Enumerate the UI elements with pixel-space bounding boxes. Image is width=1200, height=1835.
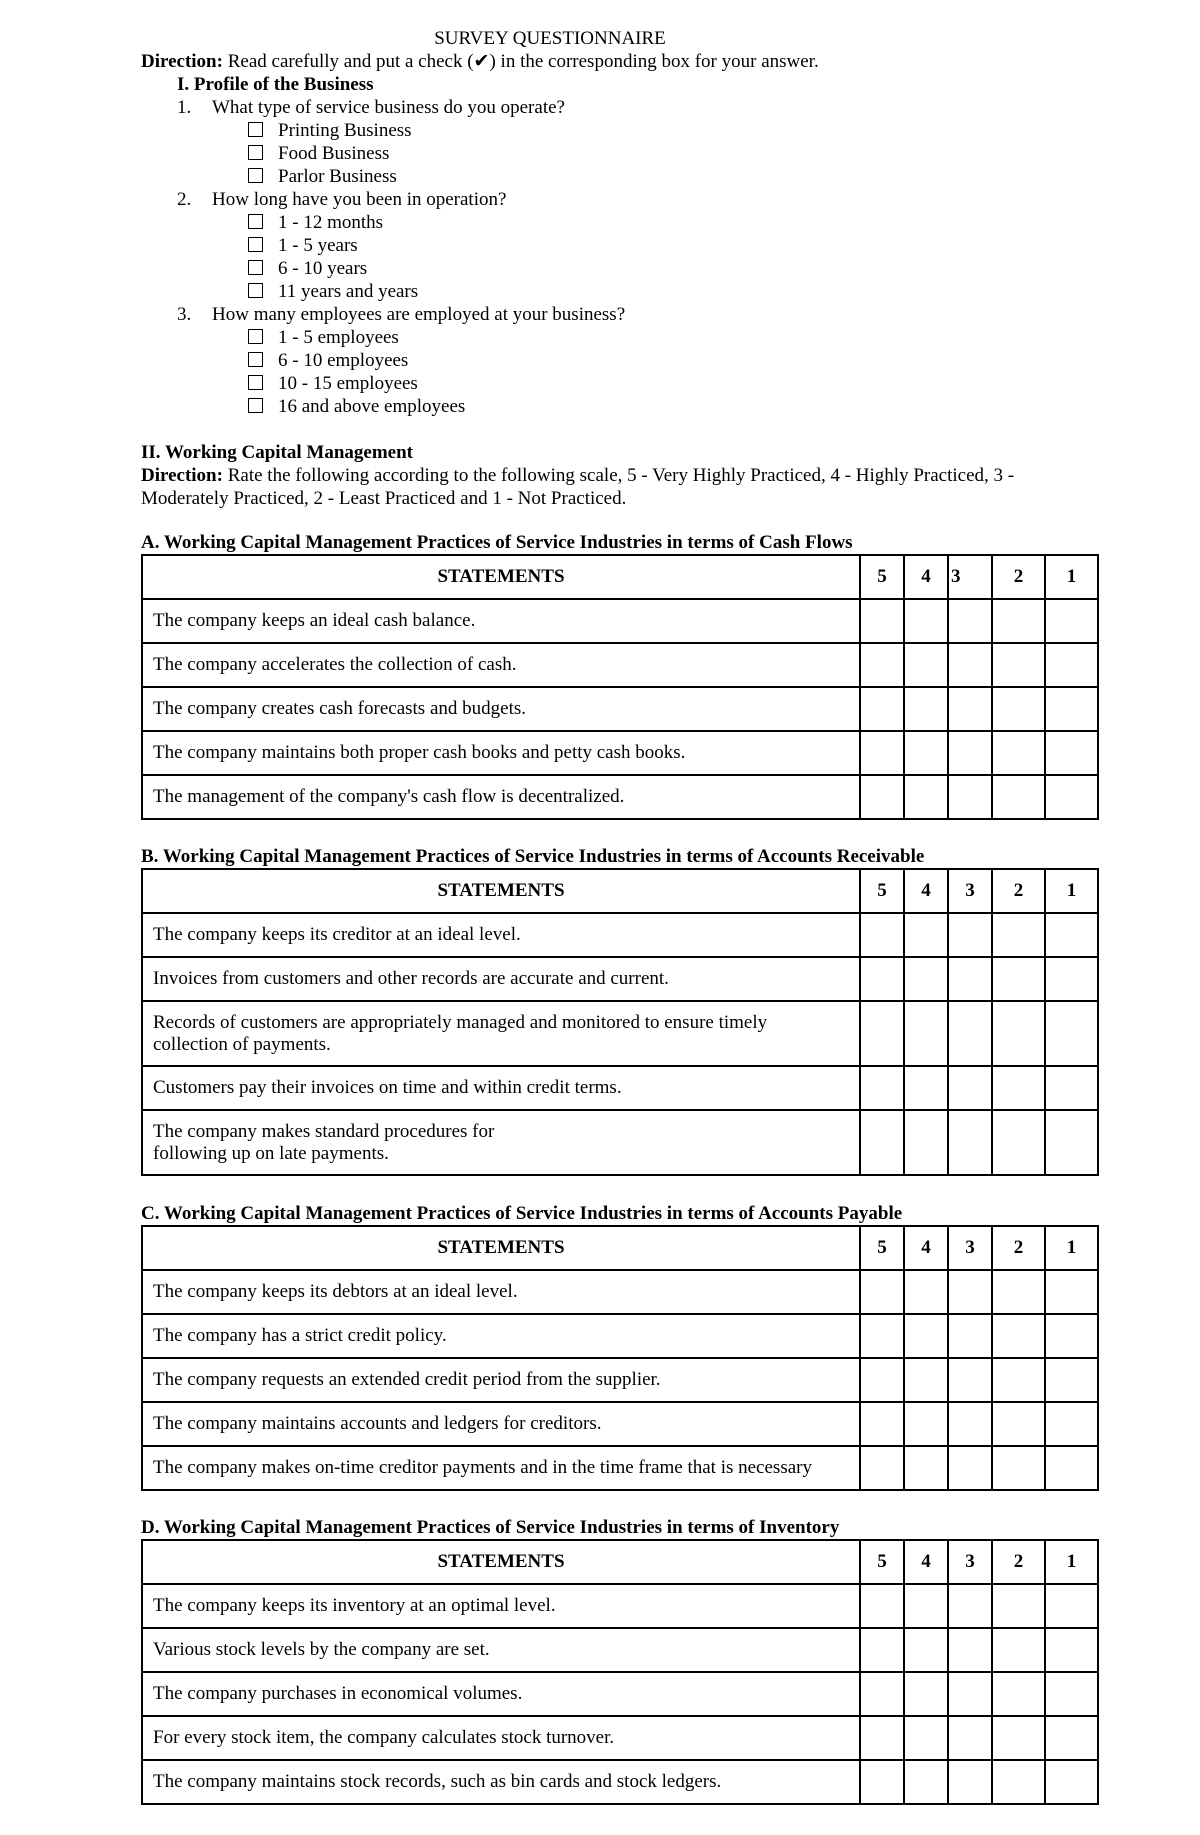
table-row xyxy=(142,1001,1098,1066)
statement-cell: The company keeps its inventory at an optimal level. xyxy=(142,1584,860,1628)
rating-cell-1[interactable] xyxy=(1045,1628,1098,1672)
table-c-title: C. Working Capital Management Practices of Service Industries in terms of Accounts Payable xyxy=(141,1203,903,1224)
checkbox[interactable] xyxy=(248,237,263,252)
option-label: 1 - 12 months xyxy=(278,212,384,233)
rating-cell-5[interactable] xyxy=(860,731,904,775)
rating-cell-1[interactable] xyxy=(1045,1314,1098,1358)
option-16-above-employees[interactable] xyxy=(248,396,465,418)
rating-cell-3[interactable] xyxy=(948,1270,992,1314)
question-text: How many employees are employed at your business? xyxy=(212,304,626,325)
scale-1-header: 1 xyxy=(1045,1540,1098,1584)
statement-cell: Invoices from customers and other records are accurate and current. xyxy=(142,957,860,1001)
scale-5-header: 5 xyxy=(860,555,904,599)
statement-cell xyxy=(142,1110,860,1175)
checkbox[interactable] xyxy=(248,375,263,390)
rating-cell-2[interactable] xyxy=(992,1760,1045,1804)
option-label: 6 - 10 years xyxy=(278,258,368,279)
rating-cell-4[interactable] xyxy=(904,957,948,1001)
rating-cell-5[interactable] xyxy=(860,775,904,819)
rating-cell-2[interactable] xyxy=(992,599,1045,643)
inventory-table xyxy=(141,1539,1099,1805)
scale-3-header: 3 xyxy=(948,869,992,913)
checkbox[interactable] xyxy=(248,398,263,413)
scale-5-header: 5 xyxy=(860,1226,904,1270)
direction-text: Rate the following according to the following scale, 5 - Very Highly Practiced, 4 - Highly Practiced, 3 - xyxy=(227,465,1015,486)
option-printing-business[interactable] xyxy=(248,120,412,142)
rating-cell-1[interactable] xyxy=(1045,1760,1098,1804)
rating-cell-3[interactable] xyxy=(948,643,992,687)
rating-cell-1[interactable] xyxy=(1045,1402,1098,1446)
rating-cell-2[interactable] xyxy=(992,687,1045,731)
rating-cell-1[interactable] xyxy=(1045,913,1098,957)
rating-cell-5[interactable] xyxy=(860,1628,904,1672)
scale-4-header: 4 xyxy=(904,869,948,913)
rating-cell-4[interactable] xyxy=(904,913,948,957)
scale-3-header: 3 xyxy=(948,1540,992,1584)
question-number: 2. xyxy=(177,189,192,210)
rating-cell-1[interactable] xyxy=(1045,1358,1098,1402)
rating-cell-3[interactable] xyxy=(948,731,992,775)
rating-cell-4[interactable] xyxy=(904,599,948,643)
table-row xyxy=(142,1760,1098,1804)
section-profile-title: I. Profile of the Business xyxy=(177,74,374,95)
rating-cell-5[interactable] xyxy=(860,1110,904,1175)
rating-cell-4[interactable] xyxy=(904,1672,948,1716)
statement-cell: The company maintains accounts and ledgers for creditors. xyxy=(142,1402,860,1446)
option-6-10-employees[interactable] xyxy=(248,350,408,372)
option-1-5-years[interactable] xyxy=(248,235,358,257)
statement-cell: The company purchases in economical volumes. xyxy=(142,1672,860,1716)
rating-cell-3[interactable] xyxy=(948,1716,992,1760)
rating-cell-4[interactable] xyxy=(904,1716,948,1760)
rating-cell-5[interactable] xyxy=(860,1358,904,1402)
rating-cell-4[interactable] xyxy=(904,1358,948,1402)
scale-1-header: 1 xyxy=(1045,1226,1098,1270)
table-row xyxy=(142,1110,1098,1175)
option-11-years[interactable] xyxy=(248,281,418,303)
scale-1-header: 1 xyxy=(1045,555,1098,599)
table-row xyxy=(142,1358,1098,1402)
table-row xyxy=(142,1066,1098,1110)
rating-cell-2[interactable] xyxy=(992,775,1045,819)
statement-cell: The company keeps its debtors at an ideal level. xyxy=(142,1270,860,1314)
table-row xyxy=(142,599,1098,643)
rating-cell-3[interactable] xyxy=(948,775,992,819)
rating-cell-1[interactable] xyxy=(1045,1584,1098,1628)
statement-line: The company makes standard procedures for xyxy=(153,1120,495,1142)
table-row xyxy=(142,1402,1098,1446)
rating-cell-2[interactable] xyxy=(992,1716,1045,1760)
table-b-title: B. Working Capital Management Practices of Service Industries in terms of Accounts Receivable xyxy=(141,846,925,867)
rating-cell-4[interactable] xyxy=(904,1110,948,1175)
direction-text-continued: Moderately Practiced, 2 - Least Practiced and 1 - Not Practiced. xyxy=(141,488,627,509)
question-text: How long have you been in operation? xyxy=(212,189,507,210)
table-row xyxy=(142,643,1098,687)
direction-label: Direction: xyxy=(141,465,223,486)
option-10-15-employees[interactable] xyxy=(248,373,418,395)
rating-cell-2[interactable] xyxy=(992,1110,1045,1175)
rating-cell-2[interactable] xyxy=(992,643,1045,687)
rating-cell-1[interactable] xyxy=(1045,1110,1098,1175)
scale-4-header: 4 xyxy=(904,555,948,599)
statements-header: STATEMENTS xyxy=(142,555,860,599)
rating-cell-4[interactable] xyxy=(904,1402,948,1446)
scale-4-header: 4 xyxy=(904,1540,948,1584)
rating-cell-3[interactable] xyxy=(948,1402,992,1446)
table-header-row xyxy=(142,869,1098,913)
option-label: 6 - 10 employees xyxy=(278,350,409,371)
statement-cell: For every stock item, the company calculates stock turnover. xyxy=(142,1716,860,1760)
rating-cell-3[interactable] xyxy=(948,957,992,1001)
rating-cell-5[interactable] xyxy=(860,1314,904,1358)
table-header-row xyxy=(142,555,1098,599)
table-header-row xyxy=(142,1540,1098,1584)
option-6-10-years[interactable] xyxy=(248,258,367,280)
accounts-receivable-table xyxy=(141,868,1099,1176)
rating-cell-5[interactable] xyxy=(860,1672,904,1716)
statement-cell: The company accelerates the collection of cash. xyxy=(142,643,860,687)
option-parlor-business[interactable] xyxy=(248,166,397,188)
checkbox[interactable] xyxy=(248,352,263,367)
table-row xyxy=(142,1672,1098,1716)
rating-cell-4[interactable] xyxy=(904,775,948,819)
rating-cell-2[interactable] xyxy=(992,1402,1045,1446)
rating-cell-4[interactable] xyxy=(904,1628,948,1672)
table-d-title: D. Working Capital Management Practices of Service Industries in terms of Inventory xyxy=(141,1517,840,1538)
cash-flows-table xyxy=(141,554,1099,820)
rating-cell-1[interactable] xyxy=(1045,1672,1098,1716)
rating-cell-3[interactable] xyxy=(948,1584,992,1628)
rating-cell-5[interactable] xyxy=(860,643,904,687)
rating-cell-5[interactable] xyxy=(860,1001,904,1066)
rating-cell-3[interactable] xyxy=(948,1628,992,1672)
table-row xyxy=(142,775,1098,819)
table-row xyxy=(142,687,1098,731)
rating-cell-3[interactable] xyxy=(948,1358,992,1402)
rating-cell-1[interactable] xyxy=(1045,1066,1098,1110)
table-a-title: A. Working Capital Management Practices of Service Industries in terms of Cash Flows xyxy=(141,532,853,553)
checkbox[interactable] xyxy=(248,168,263,183)
option-1-5-employees[interactable] xyxy=(248,327,399,349)
statement-cell: The management of the company's cash flow is decentralized. xyxy=(142,775,860,819)
rating-cell-3[interactable] xyxy=(948,687,992,731)
checkbox[interactable] xyxy=(248,122,263,137)
rating-cell-1[interactable] xyxy=(1045,1270,1098,1314)
rating-cell-1[interactable] xyxy=(1045,775,1098,819)
checkbox[interactable] xyxy=(248,214,263,229)
section-wcm-title: II. Working Capital Management xyxy=(141,442,414,463)
rating-cell-4[interactable] xyxy=(904,643,948,687)
rating-cell-3[interactable] xyxy=(948,1314,992,1358)
rating-cell-2[interactable] xyxy=(992,1314,1045,1358)
table-row xyxy=(142,1584,1098,1628)
rating-cell-4[interactable] xyxy=(904,1584,948,1628)
rating-cell-3[interactable] xyxy=(948,1110,992,1175)
statement-cell: The company keeps an ideal cash balance. xyxy=(142,599,860,643)
table-row xyxy=(142,1314,1098,1358)
rating-cell-5[interactable] xyxy=(860,1584,904,1628)
option-label: Food Business xyxy=(278,143,390,164)
rating-cell-1[interactable] xyxy=(1045,1446,1098,1490)
rating-cell-4[interactable] xyxy=(904,731,948,775)
rating-cell-5[interactable] xyxy=(860,913,904,957)
table-row xyxy=(142,731,1098,775)
rating-cell-1[interactable] xyxy=(1045,1001,1098,1066)
statement-line: Records of customers are appropriately managed and monitored to ensure timely xyxy=(153,1011,768,1033)
table-header-row xyxy=(142,1226,1098,1270)
rating-cell-3[interactable] xyxy=(948,1001,992,1066)
rating-cell-1[interactable] xyxy=(1045,687,1098,731)
rating-cell-5[interactable] xyxy=(860,1270,904,1314)
rating-cell-2[interactable] xyxy=(992,1584,1045,1628)
option-1-12-months[interactable] xyxy=(248,212,383,234)
rating-cell-3[interactable] xyxy=(948,1446,992,1490)
rating-cell-4[interactable] xyxy=(904,1270,948,1314)
rating-cell-1[interactable] xyxy=(1045,1716,1098,1760)
statement-cell: The company has a strict credit policy. xyxy=(142,1314,860,1358)
statement-cell: Customers pay their invoices on time and within credit terms. xyxy=(142,1066,860,1110)
option-label: 11 years and years xyxy=(278,281,419,302)
statement-cell: Various stock levels by the company are set. xyxy=(142,1628,860,1672)
question-text: What type of service business do you operate? xyxy=(212,97,565,118)
rating-cell-2[interactable] xyxy=(992,913,1045,957)
rating-cell-4[interactable] xyxy=(904,1446,948,1490)
statement-cell: The company keeps its creditor at an ideal level. xyxy=(142,913,860,957)
rating-cell-2[interactable] xyxy=(992,1270,1045,1314)
rating-cell-4[interactable] xyxy=(904,1760,948,1804)
rating-cell-2[interactable] xyxy=(992,731,1045,775)
scale-2-header: 2 xyxy=(992,1226,1045,1270)
rating-cell-5[interactable] xyxy=(860,957,904,1001)
option-label: 1 - 5 years xyxy=(278,235,358,256)
table-row xyxy=(142,957,1098,1001)
rating-cell-1[interactable] xyxy=(1045,599,1098,643)
scale-3-header: 3 xyxy=(948,555,992,599)
question-number: 3. xyxy=(177,304,192,325)
rating-cell-2[interactable] xyxy=(992,1066,1045,1110)
checkbox[interactable] xyxy=(248,145,263,160)
table-row xyxy=(142,1716,1098,1760)
statements-header: STATEMENTS xyxy=(142,869,860,913)
statements-header: STATEMENTS xyxy=(142,1540,860,1584)
option-label: 10 - 15 employees xyxy=(278,373,418,394)
option-food-business[interactable] xyxy=(248,143,389,165)
rating-cell-3[interactable] xyxy=(948,1066,992,1110)
table-row xyxy=(142,913,1098,957)
scale-2-header: 2 xyxy=(992,555,1045,599)
statements-header: STATEMENTS xyxy=(142,1226,860,1270)
statement-cell xyxy=(142,1001,860,1066)
statement-cell: The company maintains both proper cash books and petty cash books. xyxy=(142,731,860,775)
statement-cell: The company maintains stock records, such as bin cards and stock ledgers. xyxy=(142,1760,860,1804)
rating-cell-1[interactable] xyxy=(1045,643,1098,687)
rating-cell-1[interactable] xyxy=(1045,731,1098,775)
statement-cell: The company requests an extended credit period from the supplier. xyxy=(142,1358,860,1402)
statement-cell: The company makes on-time creditor payments and in the time frame that is necessary xyxy=(142,1446,860,1490)
statement-cell: The company creates cash forecasts and budgets. xyxy=(142,687,860,731)
rating-cell-3[interactable] xyxy=(948,913,992,957)
scale-4-header: 4 xyxy=(904,1226,948,1270)
rating-cell-4[interactable] xyxy=(904,1066,948,1110)
checkbox[interactable] xyxy=(248,260,263,275)
rating-cell-1[interactable] xyxy=(1045,957,1098,1001)
option-label: 16 and above employees xyxy=(278,396,466,417)
rating-cell-5[interactable] xyxy=(860,687,904,731)
rating-cell-3[interactable] xyxy=(948,1760,992,1804)
rating-cell-5[interactable] xyxy=(860,1402,904,1446)
table-row xyxy=(142,1270,1098,1314)
direction-line xyxy=(141,51,819,73)
table-row xyxy=(142,1446,1098,1490)
rating-cell-4[interactable] xyxy=(904,687,948,731)
checkbox[interactable] xyxy=(248,283,263,298)
statement-line: following up on late payments. xyxy=(153,1142,389,1164)
direction-label: Direction: xyxy=(141,51,223,72)
option-label: Parlor Business xyxy=(278,166,397,187)
rating-cell-2[interactable] xyxy=(992,1001,1045,1066)
option-label: 1 - 5 employees xyxy=(278,327,399,348)
option-label: Printing Business xyxy=(278,120,412,141)
rating-cell-4[interactable] xyxy=(904,1314,948,1358)
accounts-payable-table xyxy=(141,1225,1099,1491)
table-row xyxy=(142,1628,1098,1672)
rating-cell-4[interactable] xyxy=(904,1001,948,1066)
rating-cell-5[interactable] xyxy=(860,1716,904,1760)
rating-cell-5[interactable] xyxy=(860,1760,904,1804)
rating-cell-5[interactable] xyxy=(860,1066,904,1110)
checkbox[interactable] xyxy=(248,329,263,344)
rating-cell-3[interactable] xyxy=(948,1672,992,1716)
rating-cell-2[interactable] xyxy=(992,1446,1045,1490)
rating-cell-2[interactable] xyxy=(992,1672,1045,1716)
direction-text: Read carefully and put a check (✔) in the corresponding box for your answer. xyxy=(227,51,819,72)
rating-cell-2[interactable] xyxy=(992,1628,1045,1672)
rating-cell-2[interactable] xyxy=(992,1358,1045,1402)
scale-5-header: 5 xyxy=(860,869,904,913)
question-number: 1. xyxy=(177,97,192,118)
rating-cell-5[interactable] xyxy=(860,1446,904,1490)
rating-cell-5[interactable] xyxy=(860,599,904,643)
direction-line xyxy=(141,465,1014,487)
rating-cell-3[interactable] xyxy=(948,599,992,643)
scale-2-header: 2 xyxy=(992,1540,1045,1584)
rating-cell-2[interactable] xyxy=(992,957,1045,1001)
scale-5-header: 5 xyxy=(860,1540,904,1584)
scale-1-header: 1 xyxy=(1045,869,1098,913)
page-title: SURVEY QUESTIONNAIRE xyxy=(434,28,666,49)
scale-3-header: 3 xyxy=(948,1226,992,1270)
statement-line: collection of payments. xyxy=(153,1033,331,1055)
scale-2-header: 2 xyxy=(992,869,1045,913)
